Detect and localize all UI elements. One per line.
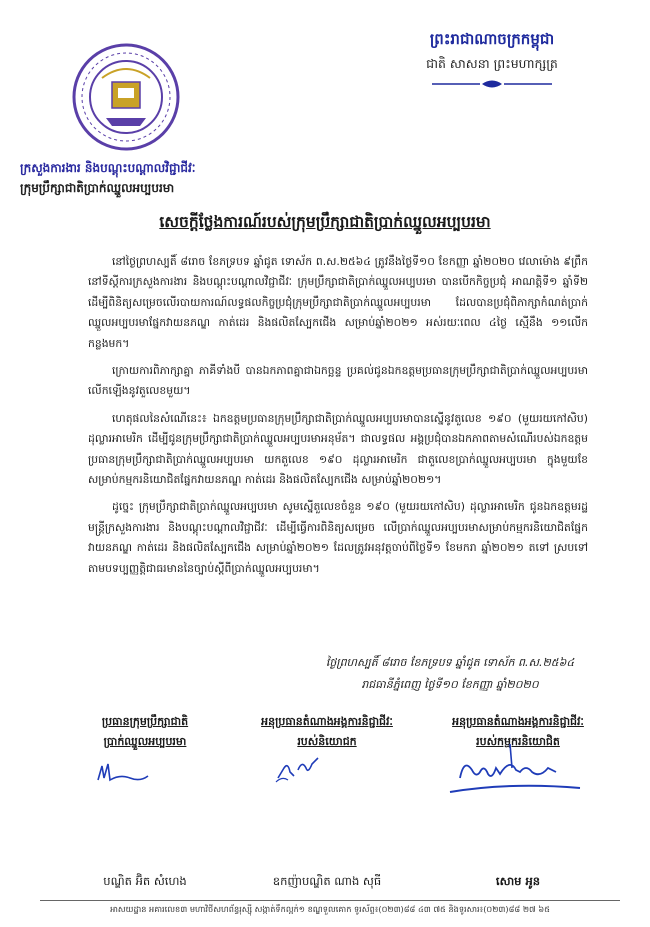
signatory-name: ឧកញ៉ាបណ្ឌិត ណាង សុធី — [272, 874, 382, 888]
signatory-name: សោម អូន — [495, 874, 541, 888]
paragraph: ក្រោយការពិភាក្សាគ្នា ភាគីទាំងបី បានឯកភាពគ្នាជាឯកច្ឆន្ទ ប្រគល់ជូនឯកឧត្តមប្រធានក្រុមប្រឹក្សាជាតិប្រាក់ឈ្នួលអប្បបរមាលើកឡើងនូវតួលេខមួយ។ — [88, 364, 588, 398]
ornament-divider — [430, 76, 554, 90]
signatory-title: ប្រាក់ឈ្នួលអប្បបរមា — [103, 735, 187, 748]
signature-1 — [90, 752, 170, 792]
signatory-title: របស់កម្មករនិយោជិត — [476, 735, 560, 748]
ministry-seal — [62, 38, 190, 156]
footer-address: អាសយដ្ឋាន អគារលេខ៣ មហាវិថីសហព័ន្ធរុស្ស៊ី សង្កាត់ទឹកល្អក់១ ខណ្ឌទួលគោក ទូរស័ព្ទ៖(០២៣)៨៨ ៤៣ ៧៥ និងទូរសារ៖(០២៣)៨៨ ២៧ ៦៥ — [110, 904, 550, 914]
council-name: ក្រុមប្រឹក្សាជាតិប្រាក់ឈ្នួលអប្បបរមា — [20, 181, 175, 195]
date-place: រាជធានីភ្នំពេញ ថ្ងៃទី១០ ខែកញ្ញា ឆ្នាំ២០២០ — [361, 678, 539, 691]
date-lunar: ថ្ងៃព្រហស្បតិ៍ ៨រោច ខែភទ្របទ ឆ្នាំជូត ទោស័ក ព.ស.២៥៦៤ — [325, 656, 575, 669]
statement-body — [88, 252, 588, 586]
paragraph: នៅថ្ងៃព្រហស្បតិ៍ ៨រោច ខែភទ្របទ ឆ្នាំជូត ទោស័ក ព.ស.២៥៦៤ ត្រូវនឹងថ្ងៃទី១០ ខែកញ្ញា ឆ្នាំ២០២០ វេលាម៉ោង ៩ព្រឹក នៅទីស្តីការក្រសួងការងារ និងបណ្តុះបណ្តាលវិជ្ជាជីវៈ ក្រុមប្រឹក្សាជាតិប្រាក់ឈ្នួលអប្បបរមា បានបើកកិច្ចប្រជុំ អាណត្តិទី១ ឆ្នាំទី២ ដើម្បីពិនិត្យសម្រេចលើរបាយការណ៍លទ្ធផលកិច្ចប្រជុំក្រុមប្រឹក្សាជាតិប្រាក់ឈ្នួលអប្បបរមា ដែលបានប្រជុំពិភាក្សាកំណត់ប្រាក់ឈ្នួលអប្បបរមាផ្នែកវាយនភណ្ឌ កាត់ដេរ និងផលិតស្បែកជើង សម្រាប់ឆ្នាំ២០២១ អស់រយៈពេល ៤ថ្ងៃ ស្មើនឹង ១១លើក កន្លងមក។ — [88, 255, 588, 350]
signatory-title: អនុប្រធានតំណាងអង្គការនិជ្ជាជីវៈ — [452, 715, 584, 728]
kingdom-heading: ព្រះរាជាណាចក្រកម្ពុជា — [429, 30, 555, 48]
ministry-name: ក្រសួងការងារ និងបណ្តុះបណ្តាលវិជ្ជាជីវៈ — [20, 161, 196, 175]
footer-divider — [40, 900, 620, 901]
paragraph: ហេតុផលនៃសំណើនេះ៖ ឯកឧត្តមប្រធានក្រុមប្រឹក្សាជាតិប្រាក់ឈ្នួលអប្បបរមាបានស្នើនូវតួលេខ ១៩០ (មួយរយកៅសិប) ដុល្លារអាមេរិក ដើម្បីជូនក្រុមប្រឹក្សាជាតិប្រាក់ឈ្នួលអប្បបរមាអនុម័ត។ ជាលទ្ធផល អង្គប្រជុំបានឯកភាពតាមសំណើរបស់ឯកឧត្តមប្រធានក្រុមប្រឹក្សាជាតិប្រាក់ឈ្នួលអប្បបរមា យកតួលេខ ១៩០ ដុល្លារអាមេរិក ជាតួលេខប្រាក់ឈ្នួលអប្បបរមា ក្នុងមួយខែ សម្រាប់កម្មករនិយោជិតផ្នែកវាយនភណ្ឌ កាត់ដេរ និងផលិតស្បែកជើង សម្រាប់ឆ្នាំ២០២១។ — [88, 411, 588, 487]
signatory-title: របស់និយោជក — [297, 735, 357, 748]
signatory-title: ប្រធានក្រុមប្រឹក្សាជាតិ — [101, 715, 189, 728]
document-title: សេចក្តីថ្លែងការណ៍របស់ក្រុមប្រឹក្សាជាតិប្រាក់ឈ្នួលអប្បបរមា — [159, 213, 491, 231]
national-motto: ជាតិ សាសនា ព្រះមហាក្សត្រ — [426, 56, 558, 71]
signatory-title: អនុប្រធានតំណាងអង្គការនិជ្ជាជីវៈ — [261, 715, 393, 728]
signatory-name: បណ្ឌិត អ៊ិត សំហេង — [103, 874, 187, 888]
signatory-block-1 — [60, 712, 230, 752]
paragraph: ដូច្នេះ ក្រុមប្រឹក្សាជាតិប្រាក់ឈ្នួលអប្បបរមា សូមស្នើតួលេខចំនួន ១៩០ (មួយរយកៅសិប) ដុល្លារអាមេរិក ជូនឯកឧត្តមរដ្ឋមន្ត្រីក្រសួងការងារ និងបណ្តុះបណ្តាលវិជ្ជាជីវៈ ដើម្បីធ្វើការពិនិត្យសម្រេច លើប្រាក់ឈ្នួលអប្បបរមាសម្រាប់កម្មករនិយោជិតផ្នែកវាយនភណ្ឌ កាត់ដេរ និងផលិតស្បែកជើង សម្រាប់ឆ្នាំ២០២១ ដែលត្រូវអនុវត្តចាប់ពីថ្ងៃទី១ ខែមករា ឆ្នាំ២០២១ តទៅ ស្របទៅតាមបទប្បញ្ញត្តិជាធរមាននៃច្បាប់ស្តីពីប្រាក់ឈ្នួលអប្បបរមា។ — [88, 500, 588, 575]
signature-2 — [268, 742, 348, 792]
signature-3 — [440, 738, 590, 800]
